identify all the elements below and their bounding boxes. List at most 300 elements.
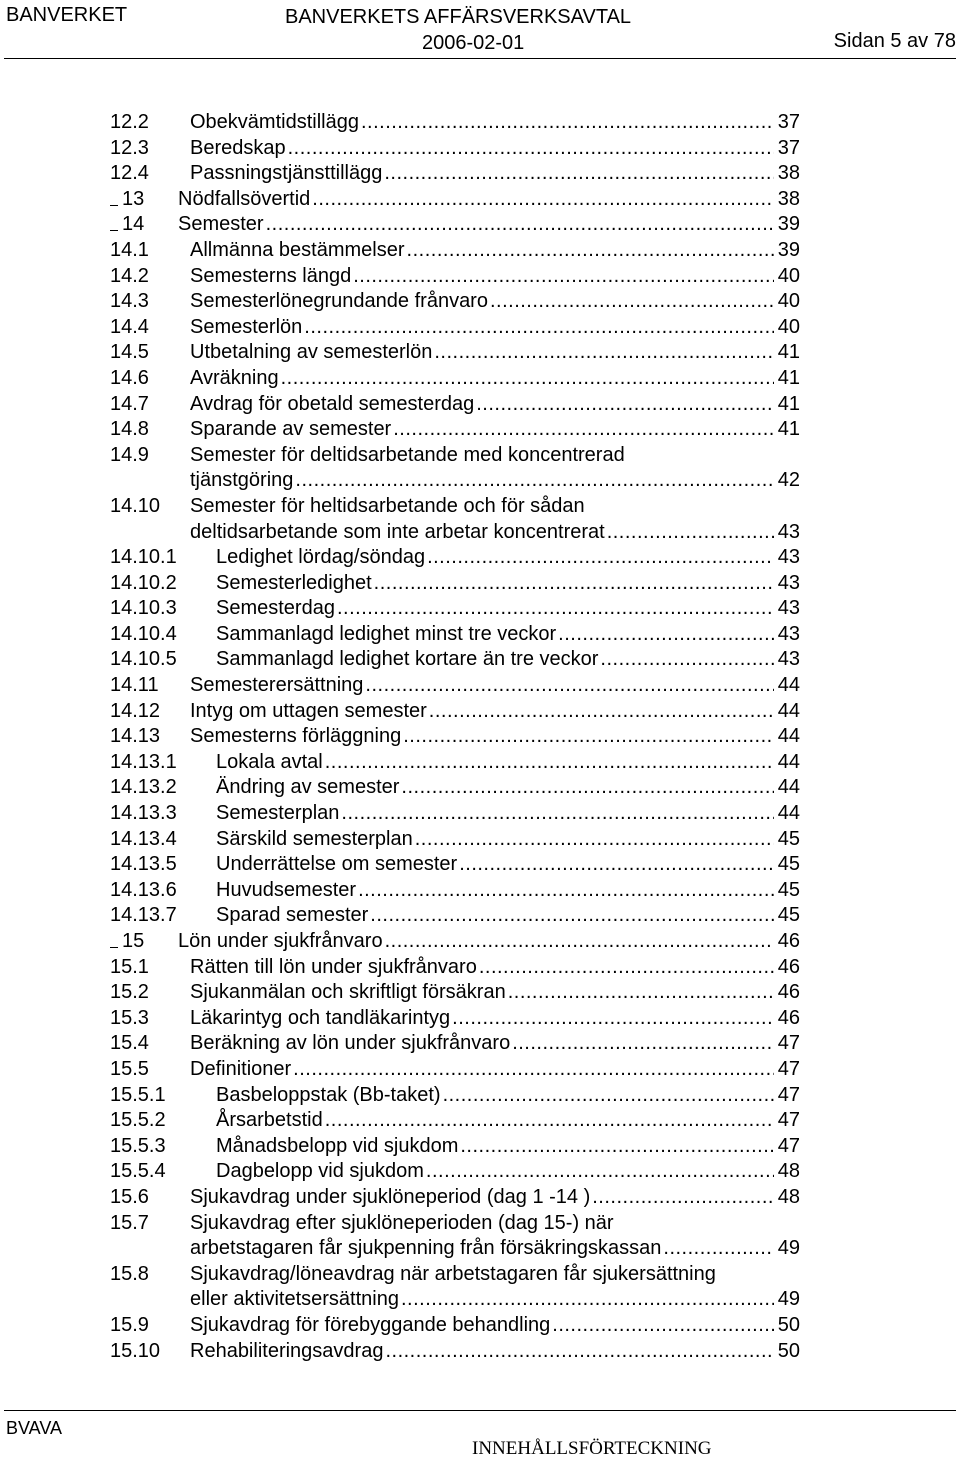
- toc-entry-title: Ändring av semester: [216, 776, 400, 799]
- toc-entry[interactable]: [110, 161, 800, 187]
- toc-entry-title: Nödfallsövertid: [178, 187, 311, 210]
- toc-leader-dots: [281, 366, 774, 392]
- toc-entry[interactable]: [110, 827, 800, 853]
- toc-leader-dots: [558, 622, 774, 648]
- toc-entry-number: [110, 750, 177, 776]
- toc-entry[interactable]: [110, 1057, 800, 1083]
- toc-leader-dots: [325, 750, 774, 776]
- toc-entry-title-line: [190, 1006, 800, 1032]
- toc-leader-dots: [490, 289, 774, 315]
- toc-entry-number-text: 15.5.4: [110, 1160, 166, 1183]
- toc-entry[interactable]: [110, 903, 800, 929]
- toc-leader-dots: [401, 1287, 774, 1313]
- toc-entry-number-text: 14.4: [110, 315, 149, 338]
- toc-entry[interactable]: [110, 596, 800, 622]
- toc-leader-dots: [358, 878, 774, 904]
- toc-entry-number: [110, 392, 149, 418]
- toc-leader-dots: [393, 417, 774, 443]
- toc-entry-number: [110, 340, 149, 366]
- toc-entry-title-line: [216, 647, 800, 673]
- toc-leader-dots: [361, 110, 774, 136]
- toc-entry-number-text: 15.5.2: [110, 1109, 166, 1132]
- toc-entry-number-text: 14.13.5: [110, 853, 177, 876]
- toc-entry-number: [110, 1108, 166, 1134]
- toc-entry-title: Semesterns längd: [190, 264, 352, 287]
- toc-entry-page: 37: [777, 136, 800, 159]
- toc-entry-number-text: 14.10.3: [110, 597, 177, 620]
- toc-entry[interactable]: [110, 750, 800, 776]
- toc-entry-page: 46: [777, 1006, 800, 1029]
- toc-entry[interactable]: [110, 1159, 800, 1185]
- toc-entry-page: 38: [777, 162, 800, 185]
- toc-entry-number: [110, 980, 149, 1006]
- toc-entry-title: Semesterns förläggning: [190, 725, 402, 748]
- toc-entry-number-text: 13: [122, 187, 145, 210]
- toc-entry-title-line: [190, 724, 800, 750]
- toc-entry[interactable]: [110, 1134, 800, 1160]
- toc-leader-dots: [476, 392, 774, 418]
- toc-leader-dots: [365, 673, 773, 699]
- toc-entry-number: [110, 647, 177, 673]
- toc-entry-title-line: [190, 1262, 716, 1288]
- toc-entry-title: Utbetalning av semesterlön: [190, 341, 433, 364]
- toc-entry-page: 44: [777, 750, 800, 773]
- toc-entry[interactable]: [110, 315, 800, 341]
- toc-entry-number-text: 15.10: [110, 1339, 161, 1362]
- toc-entry[interactable]: [110, 1006, 800, 1032]
- toc-entry-title: Underrättelse om semester: [216, 853, 458, 876]
- toc-entry-page: 47: [777, 1109, 800, 1132]
- toc-entry-title-line: [216, 1083, 800, 1109]
- toc-entry-number: [110, 724, 160, 750]
- toc-entry-title: Semester för deltidsarbetande med koncentrerad: [190, 443, 625, 466]
- toc-entry-title-line: [216, 545, 800, 571]
- toc-leader-dots: [452, 1006, 774, 1032]
- toc-entry-page: 40: [777, 290, 800, 313]
- toc-entry-page: 41: [777, 366, 800, 389]
- toc-entry-title: Huvudsemester: [216, 878, 357, 901]
- toc-entry[interactable]: [110, 545, 800, 571]
- toc-entry-page: 45: [777, 904, 800, 927]
- toc-entry-title-line: [190, 110, 800, 136]
- toc-entry-title-line: [190, 1185, 800, 1211]
- toc-entry-page: 44: [777, 699, 800, 722]
- toc-entry-title-line: [190, 1211, 614, 1237]
- toc-leader-dots: [407, 238, 774, 264]
- toc-entry-title: Sparande av semester: [190, 418, 392, 441]
- toc-entry-title: Semesterersättning: [190, 674, 364, 697]
- toc-entry-number-text: 14.3: [110, 290, 149, 313]
- toc-entry-number: [110, 1159, 166, 1185]
- toc-entry-title-line: [178, 929, 800, 955]
- toc-entry-title-line: [190, 392, 800, 418]
- toc-entry-number: [110, 827, 177, 853]
- toc-entry[interactable]: [110, 852, 800, 878]
- toc-entry-number-text: 15.5.3: [110, 1134, 166, 1157]
- toc-entry-number-text: 14.13.4: [110, 827, 177, 850]
- toc-entry-title: Avräkning: [190, 366, 279, 389]
- toc-entry-number: [110, 212, 144, 238]
- toc-entry-title-line: [190, 468, 800, 494]
- toc-entry-title: tjänstgöring: [190, 469, 294, 492]
- toc-leader-dots: [325, 1108, 774, 1134]
- toc-entry-number-text: 14.11: [110, 674, 159, 697]
- toc-entry-page: 44: [777, 725, 800, 748]
- toc-entry-title: Rehabiliteringsavdrag: [190, 1339, 384, 1362]
- toc-entry-number: [110, 1083, 166, 1109]
- toc-entry-number-text: 12.4: [110, 162, 149, 185]
- toc-leader-dots: [600, 647, 773, 673]
- toc-leader-dots: [508, 980, 774, 1006]
- toc-entry-number: [110, 494, 160, 520]
- toc-entry-title-line: [190, 673, 800, 699]
- header-date: 2006-02-01: [422, 32, 525, 54]
- toc-entry-page: 43: [777, 622, 800, 645]
- toc-entry[interactable]: [110, 110, 800, 136]
- toc-entry[interactable]: [110, 724, 800, 750]
- toc-entry-page: 47: [777, 1134, 800, 1157]
- toc-leader-dots: [293, 1057, 774, 1083]
- toc-entry-page: 50: [777, 1313, 800, 1336]
- toc-entry-title: Sammanlagd ledighet kortare än tre veckor: [216, 648, 599, 671]
- toc-entry-number: [110, 417, 149, 443]
- toc-entry-title-line: [178, 187, 800, 213]
- toc-leader-dots: [415, 827, 774, 853]
- toc-entry-number: [110, 571, 177, 597]
- toc-entry-title: Särskild semesterplan: [216, 827, 413, 850]
- toc-entry-page: 40: [777, 264, 800, 287]
- toc-entry[interactable]: [110, 1083, 800, 1109]
- toc-entry-title: Beredskap: [190, 136, 286, 159]
- toc-entry[interactable]: [110, 443, 800, 494]
- toc-entry[interactable]: [110, 1262, 800, 1313]
- toc-entry[interactable]: [110, 955, 800, 981]
- toc-entry-number: [110, 161, 149, 187]
- toc-entry-title: Sjukanmälan och skriftligt försäkran: [190, 981, 506, 1004]
- toc-entry[interactable]: [110, 699, 800, 725]
- toc-entry-title-line: [216, 596, 800, 622]
- toc-leader-dots: [353, 264, 774, 290]
- toc-entry-page: 49: [777, 1288, 800, 1311]
- toc-entry-page: 49: [777, 1237, 800, 1260]
- toc-entry-title: Semester för heltidsarbetande och för sådan: [190, 494, 585, 517]
- toc-entry[interactable]: [110, 366, 800, 392]
- toc-entry-number: [110, 673, 159, 699]
- toc-entry-number: [110, 1339, 160, 1365]
- toc-entry[interactable]: [110, 622, 800, 648]
- toc-entry-page: 44: [777, 776, 800, 799]
- toc-entry-title-line: [216, 878, 800, 904]
- toc-entry-number-text: 14.10.5: [110, 648, 177, 671]
- toc-entry-page: 45: [777, 853, 800, 876]
- toc-entry-page: 46: [777, 930, 800, 952]
- toc-entry-title: eller aktivitetsersättning: [190, 1288, 399, 1311]
- toc-entry-title-line: [190, 417, 800, 443]
- toc-leader-dots: [312, 187, 773, 213]
- toc-entry-number-text: 14.13.3: [110, 802, 177, 825]
- toc-entry-number-text: 15.5.1: [110, 1083, 166, 1106]
- toc-entry-page: 47: [777, 1083, 800, 1106]
- toc-entry[interactable]: [110, 187, 800, 213]
- toc-entry-page: 41: [777, 341, 800, 364]
- toc-entry-title-line: [216, 622, 800, 648]
- toc-entry[interactable]: [110, 340, 800, 366]
- toc-entry-number: [110, 1211, 149, 1237]
- toc-entry-title-line: [190, 366, 800, 392]
- toc-leader-dots: [384, 161, 773, 187]
- toc-entry-number: [110, 136, 149, 162]
- toc-entry-number-text: 14.12: [110, 699, 161, 722]
- footer-section-title: INNEHÅLLSFÖRTECKNING: [472, 1438, 712, 1459]
- toc-entry-title-line: [190, 1287, 800, 1313]
- toc-entry[interactable]: [110, 494, 800, 545]
- toc-leader-dots: [304, 315, 773, 341]
- toc-entry-title-line: [190, 1313, 800, 1339]
- toc-entry-page: 40: [777, 315, 800, 338]
- toc-entry[interactable]: [110, 264, 800, 290]
- toc-entry-number-text: 14.9: [110, 443, 149, 466]
- toc-entry-title-line: [216, 571, 800, 597]
- toc-entry-title: Semesterplan: [216, 802, 340, 825]
- toc-leader-dots: [337, 596, 774, 622]
- toc-entry-number-text: 15: [122, 930, 145, 952]
- toc-entry-title: Sjukavdrag/löneavdrag när arbetstagaren får sjukersättning: [190, 1262, 716, 1285]
- toc-entry[interactable]: [110, 1211, 800, 1262]
- toc-entry-title-line: [190, 955, 800, 981]
- toc-entry-title: deltidsarbetande som inte arbetar koncentrerat: [190, 520, 605, 543]
- toc-entry-title-line: [190, 340, 800, 366]
- toc-entry-number: [110, 1031, 149, 1057]
- toc-entry[interactable]: [110, 673, 800, 699]
- header-title: BANVERKETS AFFÄRSVERKSAVTAL: [285, 6, 632, 28]
- toc-entry-number: [110, 289, 149, 315]
- toc-entry-number: [110, 1313, 149, 1339]
- toc-entry-page: 43: [777, 520, 800, 543]
- header-title-block: [285, 4, 685, 54]
- footer-abbreviation: BVAVA: [6, 1418, 63, 1438]
- toc-entry-number: [110, 852, 177, 878]
- toc-entry-page: 46: [777, 955, 800, 978]
- toc-entry-number-text: 15.8: [110, 1262, 149, 1285]
- toc-entry-page: 43: [777, 546, 800, 569]
- toc-entry-title: Passningstjänsttillägg: [190, 162, 383, 185]
- toc-entry-number: [110, 1134, 166, 1160]
- toc-entry[interactable]: [110, 392, 800, 418]
- toc-entry-title: Läkarintyg och tandläkarintyg: [190, 1006, 451, 1029]
- toc-entry-title-line: [216, 827, 800, 853]
- toc-entry-page: 44: [777, 674, 800, 697]
- toc-entry-page: 41: [777, 392, 800, 415]
- toc-entry-number: [110, 955, 149, 981]
- toc-entry[interactable]: [110, 647, 800, 673]
- toc-entry[interactable]: [110, 212, 800, 238]
- toc-entry-title-line: [216, 903, 800, 929]
- toc-entry-number: [110, 1262, 149, 1288]
- page-header: [0, 0, 960, 62]
- toc-entry-page: 47: [777, 1032, 800, 1055]
- toc-entry-page: 48: [777, 1160, 800, 1183]
- toc-leader-dots: [663, 1236, 773, 1262]
- chapter-marker-icon: [110, 187, 118, 206]
- toc-entry-number-text: 15.2: [110, 981, 149, 1004]
- toc-leader-dots: [460, 1134, 773, 1160]
- toc-entry-number-text: 14.5: [110, 341, 149, 364]
- toc-entry[interactable]: [110, 289, 800, 315]
- toc-entry-number: [110, 622, 177, 648]
- toc-entry-number: [110, 699, 160, 725]
- toc-entry[interactable]: [110, 929, 800, 955]
- toc-entry-title-line: [216, 852, 800, 878]
- footer-divider: [4, 1410, 956, 1411]
- toc-entry-title: Lokala avtal: [216, 750, 323, 773]
- toc-entry-title: Sammanlagd ledighet minst tre veckor: [216, 622, 557, 645]
- toc-leader-dots: [403, 724, 774, 750]
- toc-entry-title: Beräkning av lön under sjukfrånvaro: [190, 1032, 511, 1055]
- toc-entry[interactable]: [110, 1313, 800, 1339]
- toc-entry-number-text: 14.10.2: [110, 571, 177, 594]
- toc-entry-number-text: 14.2: [110, 264, 149, 287]
- toc-entry-title-line: [190, 264, 800, 290]
- header-divider: [4, 58, 956, 59]
- toc-entry-number-text: 14.10: [110, 494, 161, 517]
- toc-entry-title: Årsarbetstid: [216, 1109, 323, 1132]
- toc-entry-number: [110, 187, 144, 213]
- toc-entry-title: Semesterledighet: [216, 571, 372, 594]
- toc-entry-page: 50: [777, 1339, 800, 1362]
- toc-entry-page: 48: [777, 1185, 800, 1208]
- toc-entry-title-line: [190, 1236, 800, 1262]
- toc-entry-number: [110, 903, 177, 929]
- toc-entry-title: Dagbelopp vid sjukdom: [216, 1160, 424, 1183]
- toc-leader-dots: [479, 955, 774, 981]
- toc-entry-title: Sjukavdrag för förebyggande behandling: [190, 1313, 551, 1336]
- toc-entry-title: Obekvämtidstillägg: [190, 111, 359, 133]
- toc-entry-title-line: [190, 238, 800, 264]
- toc-entry-title-line: [190, 1057, 800, 1083]
- toc-entry-page: 38: [777, 187, 800, 210]
- toc-entry-number-text: 12.3: [110, 136, 149, 159]
- toc-leader-dots: [385, 1339, 773, 1365]
- toc-entry-page: 45: [777, 827, 800, 850]
- toc-entry-number-text: 14.13: [110, 725, 161, 748]
- toc-entry-number-text: 14.13.2: [110, 776, 177, 799]
- toc-entry-number: [110, 238, 149, 264]
- toc-entry-title: Definitioner: [190, 1057, 292, 1080]
- toc-entry-title-line: [190, 136, 800, 162]
- toc-leader-dots: [374, 571, 774, 597]
- toc-leader-dots: [434, 340, 773, 366]
- toc-entry-number-text: 15.9: [110, 1313, 149, 1336]
- toc-entry-number: [110, 545, 177, 571]
- toc-entry-number-text: 15.3: [110, 1006, 149, 1029]
- toc-entry-number: [110, 110, 149, 136]
- toc-entry-title: Semester: [178, 213, 264, 236]
- chapter-marker-icon: [110, 929, 118, 948]
- toc-entry[interactable]: [110, 136, 800, 162]
- toc-entry-title: Månadsbelopp vid sjukdom: [216, 1134, 459, 1157]
- toc-entry[interactable]: [110, 238, 800, 264]
- chapter-marker-icon: [110, 212, 118, 231]
- toc-entry-number-text: 15.4: [110, 1032, 149, 1055]
- toc-entry-title: Ledighet lördag/söndag: [216, 546, 426, 569]
- toc-entry-title: Basbeloppstak (Bb-taket): [216, 1083, 441, 1106]
- toc-entry-title-line: [216, 775, 800, 801]
- toc-entry-number: [110, 596, 177, 622]
- toc-entry-page: 43: [777, 571, 800, 594]
- toc-entry-title: Allmänna bestämmelser: [190, 238, 405, 261]
- toc-entry[interactable]: [110, 980, 800, 1006]
- toc-entry-title: Semesterlönegrundande frånvaro: [190, 290, 488, 313]
- toc-entry-title-line: [190, 1339, 800, 1365]
- toc-entry-number-text: 15.7: [110, 1211, 149, 1234]
- toc-entry-number-text: 14.8: [110, 418, 149, 441]
- toc-entry-title-line: [190, 520, 800, 546]
- toc-entry-title-line: [216, 801, 800, 827]
- toc-entry[interactable]: [110, 1031, 800, 1057]
- toc-entry-number-text: 14.10.1: [110, 546, 177, 569]
- toc-entry-title: Lön under sjukfrånvaro: [178, 930, 383, 952]
- toc-entry[interactable]: [110, 1108, 800, 1134]
- toc-leader-dots: [385, 929, 774, 955]
- toc-entry-title-line: [216, 750, 800, 776]
- toc-entry-title: Rätten till lön under sjukfrånvaro: [190, 955, 477, 978]
- toc-leader-dots: [459, 852, 774, 878]
- toc-entry-number: [110, 929, 144, 955]
- toc-entry-title-line: [190, 699, 800, 725]
- toc-leader-dots: [401, 775, 773, 801]
- toc-entry-title: Sjukavdrag under sjuklöneperiod (dag 1 -14 ): [190, 1185, 591, 1208]
- toc-entry-number-text: 15.5: [110, 1057, 149, 1080]
- toc-entry-title: Semesterlön: [190, 315, 303, 338]
- toc-entry-page: 43: [777, 597, 800, 620]
- toc-entry-page: 42: [777, 469, 800, 492]
- toc-entry-title: Avdrag för obetald semesterdag: [190, 392, 475, 415]
- toc-entry-number-text: 14: [122, 213, 145, 236]
- toc-entry[interactable]: [110, 571, 800, 597]
- toc-entry[interactable]: [110, 775, 800, 801]
- toc-entry-title-line: [178, 212, 800, 238]
- toc-entry-title-line: [216, 1134, 800, 1160]
- toc-entry-number-text: 15.6: [110, 1185, 149, 1208]
- toc-entry-title-line: [216, 1159, 800, 1185]
- toc-entry-title: Sparad semester: [216, 904, 369, 927]
- toc-entry-number-text: 14.13.7: [110, 904, 177, 927]
- toc-entry[interactable]: [110, 417, 800, 443]
- toc-leader-dots: [443, 1083, 774, 1109]
- toc-leader-dots: [552, 1313, 773, 1339]
- toc-entry-number-text: 12.2: [110, 111, 149, 133]
- toc-entry[interactable]: [110, 801, 800, 827]
- toc-entry-number: [110, 775, 177, 801]
- toc-leader-dots: [592, 1185, 774, 1211]
- toc-entry-number-text: 14.1: [110, 238, 149, 261]
- toc-entry-title: Intyg om uttagen semester: [190, 699, 427, 722]
- toc-entry[interactable]: [110, 1339, 800, 1365]
- toc-leader-dots: [295, 468, 773, 494]
- toc-entry[interactable]: [110, 1185, 800, 1211]
- toc-entry-number-text: 14.6: [110, 366, 149, 389]
- toc-leader-dots: [426, 1159, 774, 1185]
- toc-entry-page: 43: [777, 648, 800, 671]
- toc-entry-title-line: [190, 494, 585, 520]
- toc-entry-title-line: [190, 289, 800, 315]
- toc-entry-number: [110, 315, 149, 341]
- toc-leader-dots: [266, 212, 774, 238]
- toc-entry[interactable]: [110, 878, 800, 904]
- toc-entry-number-text: 14.7: [110, 392, 149, 415]
- toc-entry-page: 39: [777, 213, 800, 236]
- toc-entry-number-text: 15.1: [110, 955, 149, 978]
